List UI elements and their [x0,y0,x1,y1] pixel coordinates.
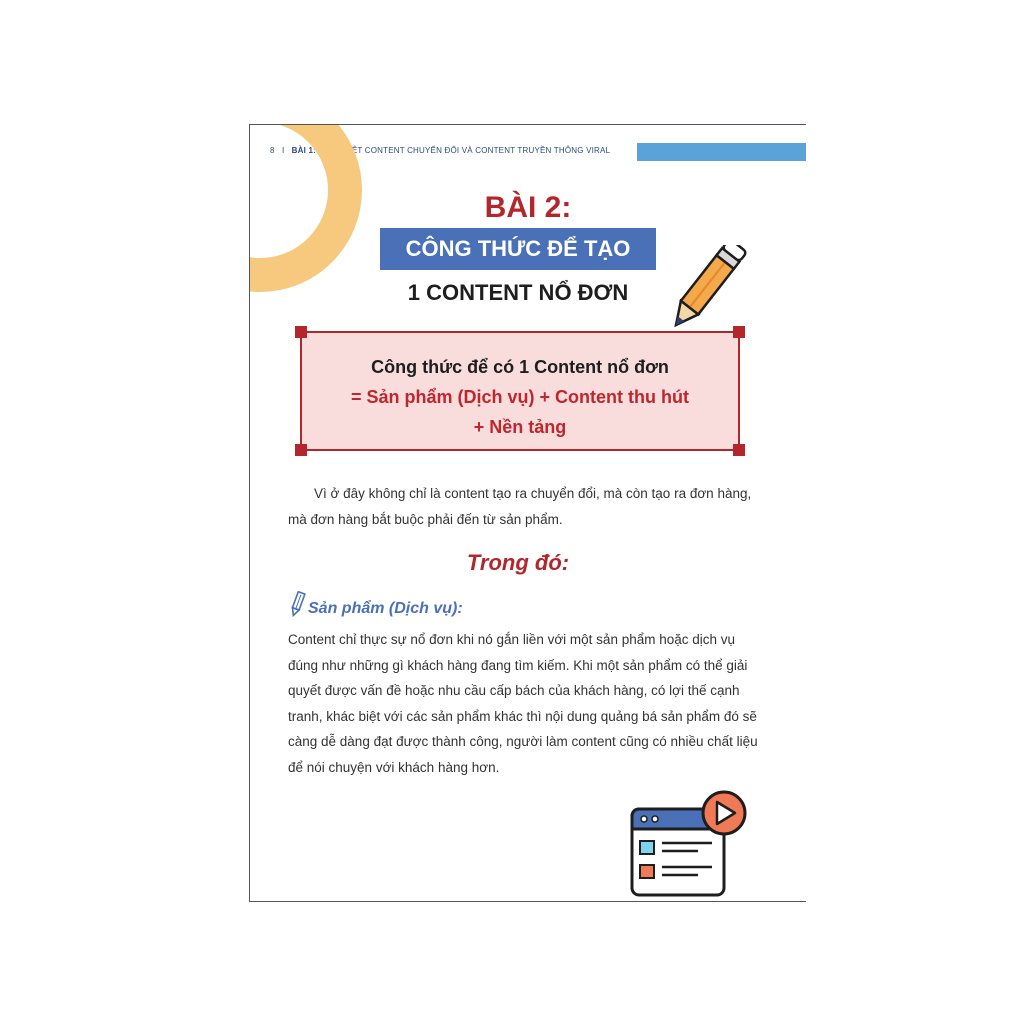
product-section-title: Sản phẩm (Dịch vụ): [308,600,463,617]
formula-line-2: = Sản phẩm (Dịch vụ) + Content thu hút [350,387,689,407]
formula-line-1: Công thức để có 1 Content nổ đơn [371,357,669,377]
intro-paragraph: Vì ở đây không chỉ là content tạo ra chuyển đổi, mà còn tạo ra đơn hàng, mà đơn hàng bắt buộc phải đến từ sản phẩm. [288,486,752,527]
play-icon [703,792,745,834]
book-page [249,124,806,902]
formula-corner-marker [733,326,745,338]
formula-corner-marker [733,444,745,456]
header-separator: I [281,146,285,155]
header-accent-bar [637,143,806,161]
video-window-icon [628,789,750,899]
header-lesson-title: PHÂN BIỆT CONTENT CHUYỂN ĐỔI VÀ CONTENT TRUYỀN THÔNG VIRAL [318,146,611,155]
formula-line-3: + Nền tảng [473,417,567,437]
lesson-subtitle: 1 CONTENT NỔ ĐƠN [407,280,629,305]
product-paragraph: Content chỉ thực sự nổ đơn khi nó gắn liền với một sản phẩm hoặc dịch vụ đúng như những gì khách hàng đang tìm kiếm. Khi một sản phẩm có thể giải quyết được vấn đề hoặc nhu cầu cấp bách của khách hàng, có lợi thế cạnh tranh, khác biệt với các sản phẩm khác thì nội dung quảng bá sản phẩm đó sẽ càng dễ dàng đạt được thành công, người làm content cũng có nhiều chất liệu để nói chuyện với khách hàng hơn. [288,632,758,775]
lesson-title: BÀI 2: [484,191,572,224]
formula-corner-marker [295,326,307,338]
small-pencil-icon [288,591,306,617]
pencil-icon [668,245,758,329]
section-heading: Trong đó: [466,550,570,575]
page-number: 8 [270,146,275,155]
formula-box [300,331,740,451]
lesson-subtitle-highlight: CÔNG THỨC ĐỂ TẠO [380,228,656,270]
formula-corner-marker [295,444,307,456]
header-lesson-ref: BÀI 1: [291,146,316,155]
